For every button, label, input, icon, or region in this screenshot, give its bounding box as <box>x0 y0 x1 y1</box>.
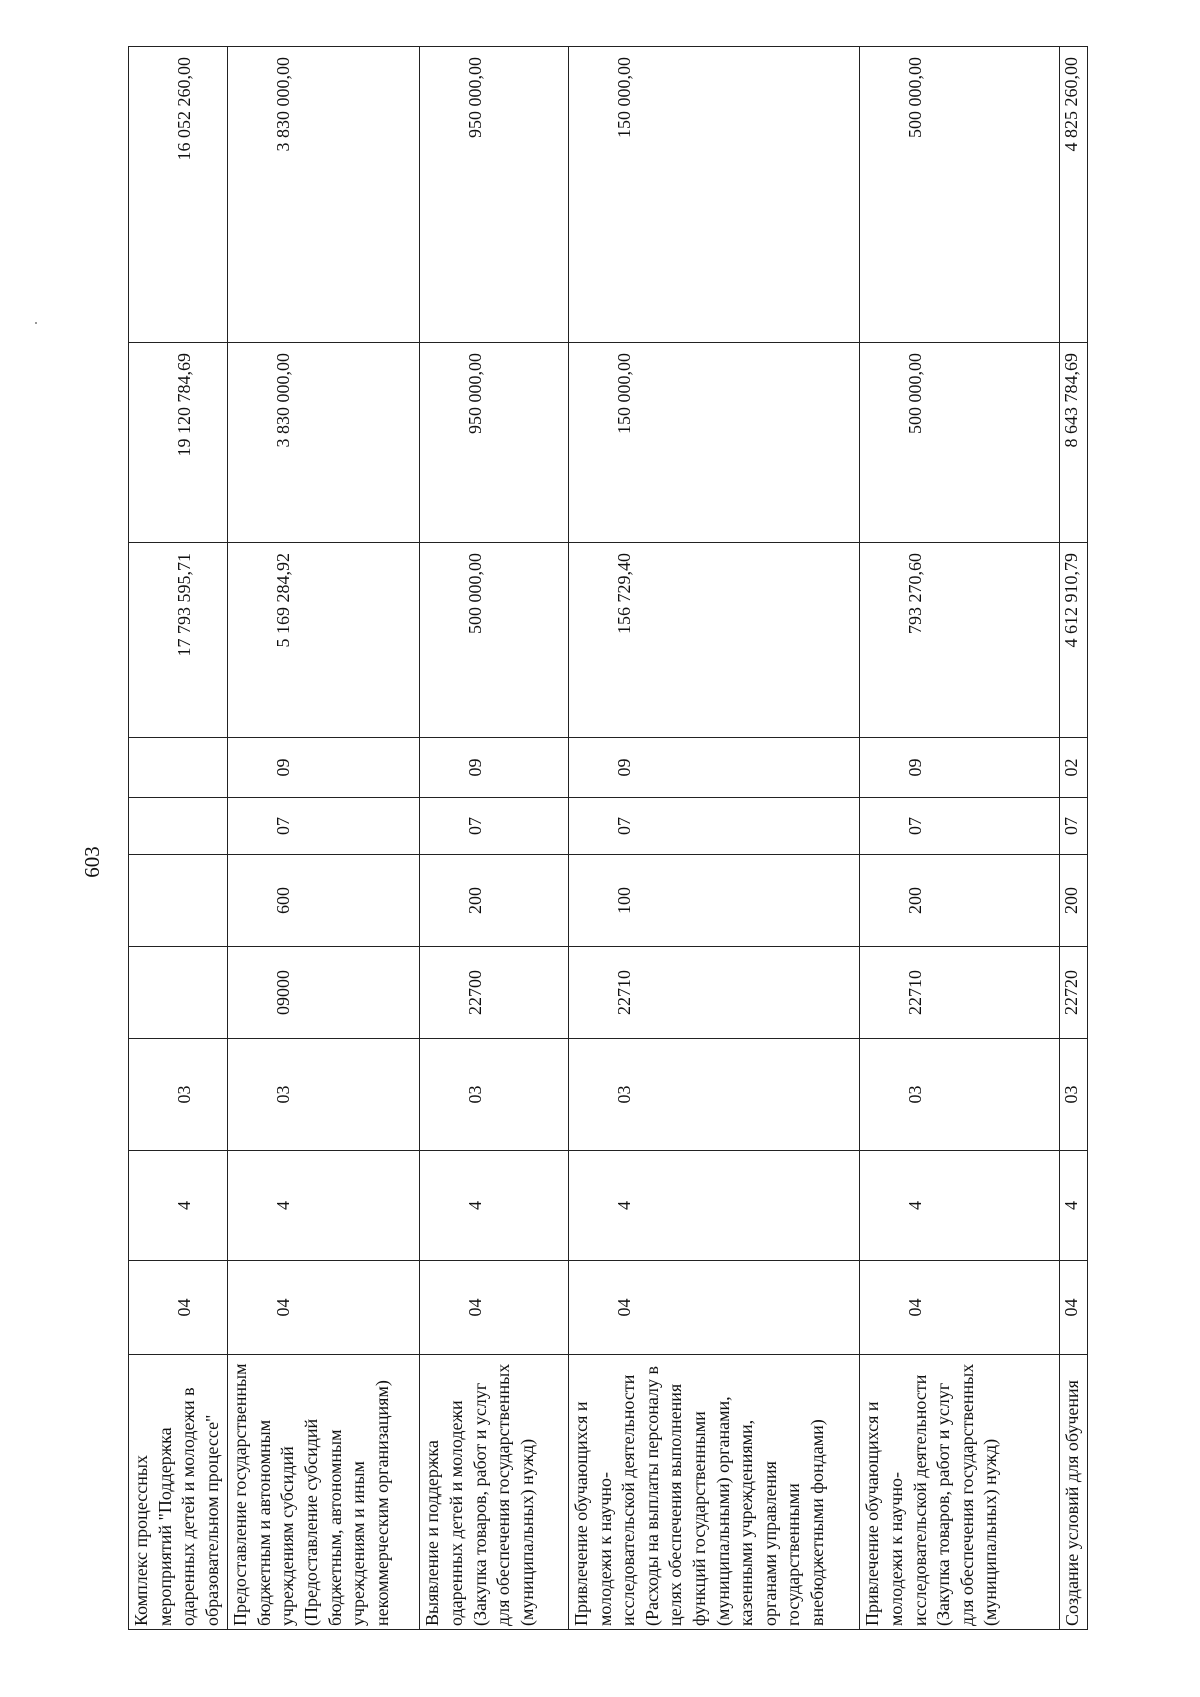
cell-value-1: 500 000,00 <box>420 543 569 738</box>
cell-code-6: 07 <box>228 798 420 855</box>
cell-code-1: 04 <box>420 1261 569 1355</box>
cell-code-3: 03 <box>860 1039 1059 1151</box>
cell-code-4: 22710 <box>569 947 860 1039</box>
cell-code-2: 4 <box>228 1151 420 1261</box>
cell-value-1: 5 169 284,92 <box>228 543 420 738</box>
page-number: 603 <box>80 846 104 878</box>
cell-code-3: 03 <box>129 1039 228 1151</box>
table-row <box>860 47 1059 1630</box>
row-description: Выявление и поддержка одаренных детей и молодежи (Закупка товаров, работ и услуг для обеспечения государственных (муниципальных) нужд) <box>420 1355 569 1630</box>
cell-code-6: 07 <box>860 798 1059 855</box>
cell-value-2: 150 000,00 <box>569 343 860 543</box>
cell-value-2: 950 000,00 <box>420 343 569 543</box>
cell-code-2: 4 <box>129 1151 228 1261</box>
cell-value-3: 500 000,00 <box>860 47 1059 343</box>
cell-value-1: 156 729,40 <box>569 543 860 738</box>
cell-code-7: 09 <box>420 738 569 798</box>
cell-value-2: 3 830 000,00 <box>228 343 420 543</box>
cell-code-3: 03 <box>569 1039 860 1151</box>
cell-code-5: 200 <box>1059 855 1087 947</box>
cell-value-3: 950 000,00 <box>420 47 569 343</box>
cell-code-1: 04 <box>569 1261 860 1355</box>
budget-table-rotated <box>128 47 1088 1630</box>
cell-value-3: 4 825 260,00 <box>1059 47 1087 343</box>
cell-code-2: 4 <box>1059 1151 1087 1261</box>
cell-value-3: 3 830 000,00 <box>228 47 420 343</box>
cell-code-5: 600 <box>228 855 420 947</box>
cell-code-7: 09 <box>569 738 860 798</box>
cell-code-2: 4 <box>860 1151 1059 1261</box>
cell-code-1: 04 <box>228 1261 420 1355</box>
cell-code-5: 100 <box>569 855 860 947</box>
cell-value-2: 500 000,00 <box>860 343 1059 543</box>
cell-code-7 <box>129 738 228 798</box>
cell-code-2: 4 <box>420 1151 569 1261</box>
cell-code-1: 04 <box>860 1261 1059 1355</box>
cell-code-4: 09000 <box>228 947 420 1039</box>
cell-value-3: 16 052 260,00 <box>129 47 228 343</box>
cell-value-2: 8 643 784,69 <box>1059 343 1087 543</box>
cell-code-4: 22710 <box>860 947 1059 1039</box>
row-description: Привлечение обучающихся и молодежи к научно-исследовательской деятельности (Закупка товаров, работ и услуг для обеспечения государственных (муниципальных) нужд) <box>860 1355 1059 1630</box>
row-description: Комплекс процессных мероприятий "Поддержка одаренных детей и молодежи в образовательном процессе" <box>129 1355 228 1630</box>
cell-code-5: 200 <box>420 855 569 947</box>
cell-code-4 <box>129 947 228 1039</box>
row-description: Привлечение обучающихся и молодежи к научно-исследовательской деятельности (Расходы на выплаты персоналу в целях обеспечения выполнения функций государственными (муниципальными) органами, казенными учреждениями, органами управления государственными внебюджетными фондами) <box>569 1355 860 1630</box>
cell-code-5 <box>129 855 228 947</box>
table-row <box>1059 47 1087 1630</box>
row-description: Предоставление государственным бюджетным и автономным учреждениям субсидий (Предоставление субсидий бюджетным, автономным учреждениям и иным некоммерческим организациям) <box>228 1355 420 1630</box>
table-row <box>228 47 420 1630</box>
cell-code-6 <box>129 798 228 855</box>
cell-value-2: 19 120 784,69 <box>129 343 228 543</box>
cell-code-6: 07 <box>420 798 569 855</box>
cell-code-4: 22720 <box>1059 947 1087 1039</box>
cell-code-7: 02 <box>1059 738 1087 798</box>
scan-speck <box>35 322 37 324</box>
cell-code-1: 04 <box>1059 1261 1087 1355</box>
table-row <box>569 47 860 1630</box>
cell-code-6: 07 <box>1059 798 1087 855</box>
cell-code-7: 09 <box>860 738 1059 798</box>
cell-value-1: 793 270,60 <box>860 543 1059 738</box>
cell-value-1: 17 793 595,71 <box>129 543 228 738</box>
cell-code-2: 4 <box>569 1151 860 1261</box>
row-description: Создание условий для обучения <box>1059 1355 1087 1630</box>
cell-code-3: 03 <box>1059 1039 1087 1151</box>
cell-value-1: 4 612 910,79 <box>1059 543 1087 738</box>
table-row <box>129 47 228 1630</box>
cell-code-6: 07 <box>569 798 860 855</box>
cell-code-1: 04 <box>129 1261 228 1355</box>
budget-table <box>128 46 1088 1630</box>
cell-code-5: 200 <box>860 855 1059 947</box>
cell-code-3: 03 <box>420 1039 569 1151</box>
cell-code-3: 03 <box>228 1039 420 1151</box>
cell-code-7: 09 <box>228 738 420 798</box>
cell-code-4: 22700 <box>420 947 569 1039</box>
cell-value-3: 150 000,00 <box>569 47 860 343</box>
table-row <box>420 47 569 1630</box>
